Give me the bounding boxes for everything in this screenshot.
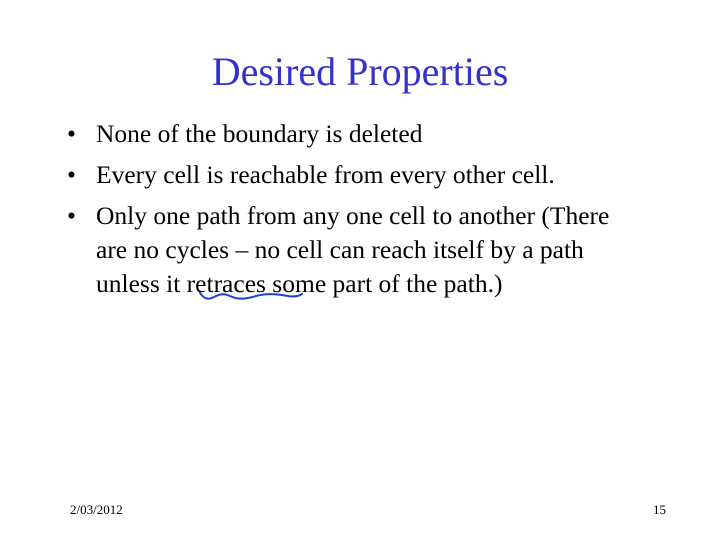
bullet-text: None of the boundary is deleted — [96, 119, 423, 148]
bullet-text-line: Only one path from any one cell to another (There — [96, 201, 610, 230]
bullet-dot-icon: • — [67, 201, 76, 230]
bullet-item — [66, 117, 686, 151]
ink-stroke — [200, 293, 302, 299]
footer-date: 2/03/2012 — [70, 502, 123, 517]
bullet-text-line: unless it retraces some part of the path.) — [96, 269, 503, 298]
bullet-text-line: are no cycles – no cell can reach itself by a path — [96, 235, 584, 264]
handwritten-underline-annotation — [198, 287, 304, 303]
bullet-list — [66, 117, 686, 308]
bullet-item — [66, 158, 686, 192]
bullet-dot-icon: • — [67, 119, 76, 148]
slide-title: Desired Properties — [211, 49, 509, 94]
bullet-text: Every cell is reachable from every other cell. — [96, 160, 555, 189]
bullet-dot-icon: • — [67, 160, 76, 189]
bullet-item — [66, 199, 686, 301]
page-number: 15 — [653, 502, 666, 517]
